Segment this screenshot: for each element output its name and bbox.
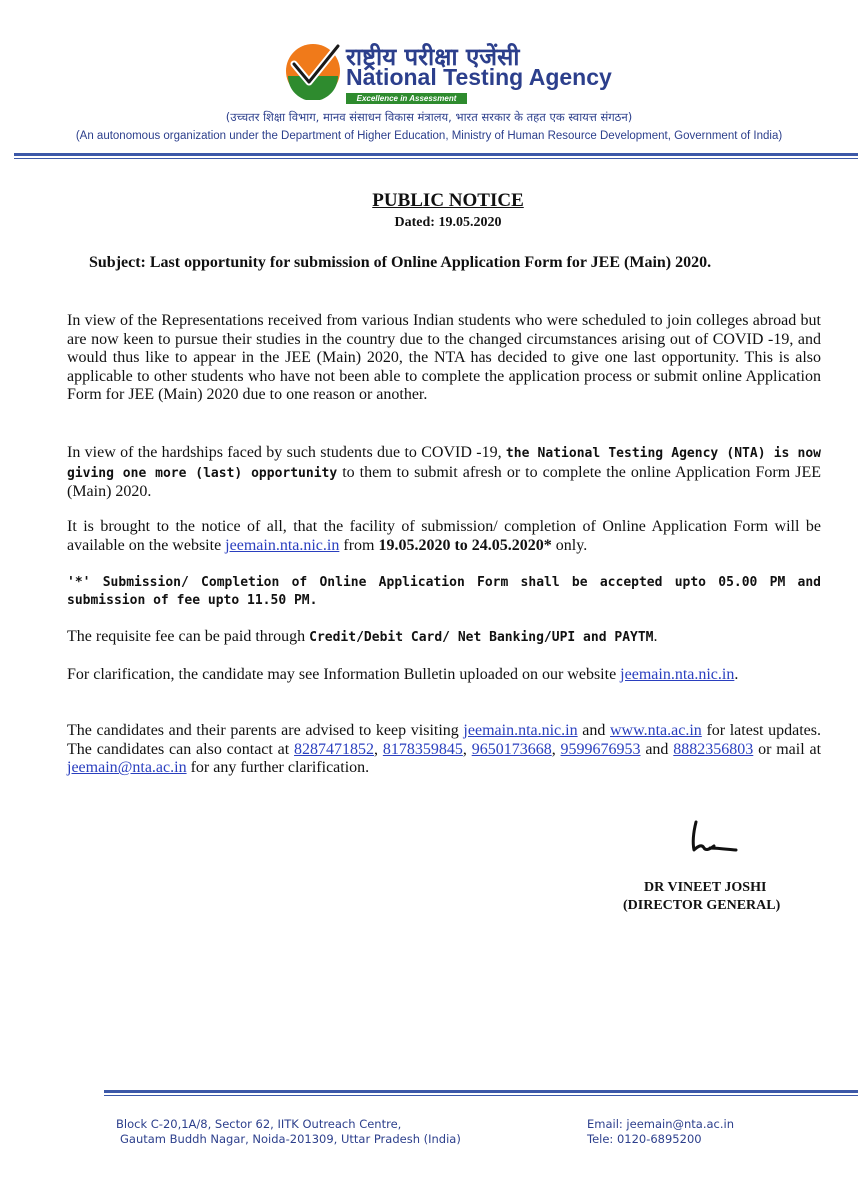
signatory-name: DR VINEET JOSHI (644, 880, 767, 895)
phone-link[interactable]: 9650173668 (471, 740, 552, 758)
address-line-1: Block C-20,1A/8, Sector 62, IITK Outreach Centre, (116, 1117, 402, 1131)
tagline: Excellence in Assessment (346, 93, 467, 104)
footer-divider-thin (104, 1095, 858, 1096)
paragraph-5 (67, 628, 821, 648)
separator: , (374, 740, 383, 758)
p7-text-mail: or mail at (753, 740, 822, 758)
phone-link[interactable]: 8178359845 (382, 740, 463, 758)
paragraph-6 (67, 666, 821, 685)
date-range: 19.05.2020 to 24.05.2020* (378, 536, 552, 554)
handwritten-signature-icon (684, 818, 744, 858)
paragraph-3 (67, 518, 821, 555)
paragraph-2 (67, 444, 821, 502)
hindi-subtitle: (उच्चतर शिक्षा विभाग, मानव संसाधन विकास मंत्रालय, भारत सरकार के तहत एक स्वायत्त संगठन) (225, 110, 633, 124)
website-link[interactable]: jeemain.nta.nic.in (463, 722, 578, 739)
separator: , (551, 740, 561, 758)
phone-link[interactable]: 8287471852 (294, 740, 375, 758)
header-divider-thin (14, 158, 858, 159)
p2-bold-text: the National Testing Agency (NTA) is now giving one more (last) opportunity (67, 446, 821, 481)
separator: and (640, 740, 674, 758)
phone-link[interactable]: 9599676953 (560, 740, 641, 758)
notice-date: Dated: 19.05.2020 (394, 215, 502, 230)
nta-check-logo-icon (284, 42, 342, 100)
p3-text-mid: from (339, 536, 379, 554)
header-divider (14, 153, 858, 156)
english-subtitle: (An autonomous organization under the Department of Higher Education, Ministry of Human Resource Development, Government of India) (75, 130, 783, 142)
p5-text: The requisite fee can be paid through (67, 628, 310, 645)
email-link[interactable]: jeemain@nta.ac.in (67, 759, 187, 777)
notice-subject: Subject: Last opportunity for submission of Online Application Form for JEE (Main) 2020. (89, 254, 712, 271)
paragraph-7 (67, 722, 821, 778)
p7-and: and (577, 722, 610, 739)
p7-text: The candidates and their parents are advised to keep visiting (67, 722, 464, 739)
p5-text-end: . (653, 628, 658, 645)
notice-title: PUBLIC NOTICE (372, 190, 524, 211)
paragraph-1: In view of the Representations received from various Indian students who were scheduled to join colleges abroad but are now keen to pursue their studies in the country due to the changed circumstances arising out of COVID -19, and would thus like to appear in the JEE (Main) 2020, the NTA has decided to give one last opportunity. This is also applicable to other students who have not been able to complete the application process or submit online Application Form for JEE (Main) 2020 due to one reason or another. (67, 312, 821, 404)
p3-text: It is brought to the notice of all, that the facility of submission/ completion of Online Application Form will be available on the website (67, 518, 821, 554)
separator: , (462, 740, 472, 758)
org-name-english: National Testing Agency (346, 64, 612, 90)
p6-text-end: . (734, 666, 739, 683)
website-link[interactable]: jeemain.nta.nic.in (225, 536, 340, 554)
signatory-designation: (DIRECTOR GENERAL) (623, 898, 781, 913)
footer-tele: Tele: 0120-6895200 (587, 1132, 702, 1146)
nta-website-link[interactable]: www.nta.ac.in (609, 722, 702, 739)
p7-text-end: for any further clarification. (186, 759, 370, 777)
footer-email: Email: jeemain@nta.ac.in (587, 1117, 735, 1131)
p2-text-end: to them to submit afresh or to complete the online Application Form JEE (Main) 2020. (67, 463, 822, 501)
p3-text-end: only. (551, 536, 588, 554)
p2-text: In view of the hardships faced by such students due to COVID -19, (67, 444, 506, 461)
payment-methods: Credit/Debit Card/ Net Banking/UPI and PAYTM (309, 630, 654, 645)
org-name-hindi: राष्ट्रीय परीक्षा एजेंसी (346, 43, 520, 71)
address-line-2: Gautam Buddh Nagar, Noida-201309, Uttar Pradesh (India) (120, 1132, 461, 1146)
phone-link[interactable]: 8882356803 (673, 740, 754, 758)
footer-divider (104, 1090, 858, 1093)
p6-text: For clarification, the candidate may see Information Bulletin uploaded on our website (67, 666, 621, 683)
p7-text-mid: for latest updates. The candidates can also contact at (67, 722, 822, 758)
website-link[interactable]: jeemain.nta.nic.in (620, 666, 735, 683)
paragraph-4-footnote: '*' Submission/ Completion of Online Application Form shall be accepted upto 05.00 PM and submission of fee upto 11.50 PM. (67, 575, 821, 608)
